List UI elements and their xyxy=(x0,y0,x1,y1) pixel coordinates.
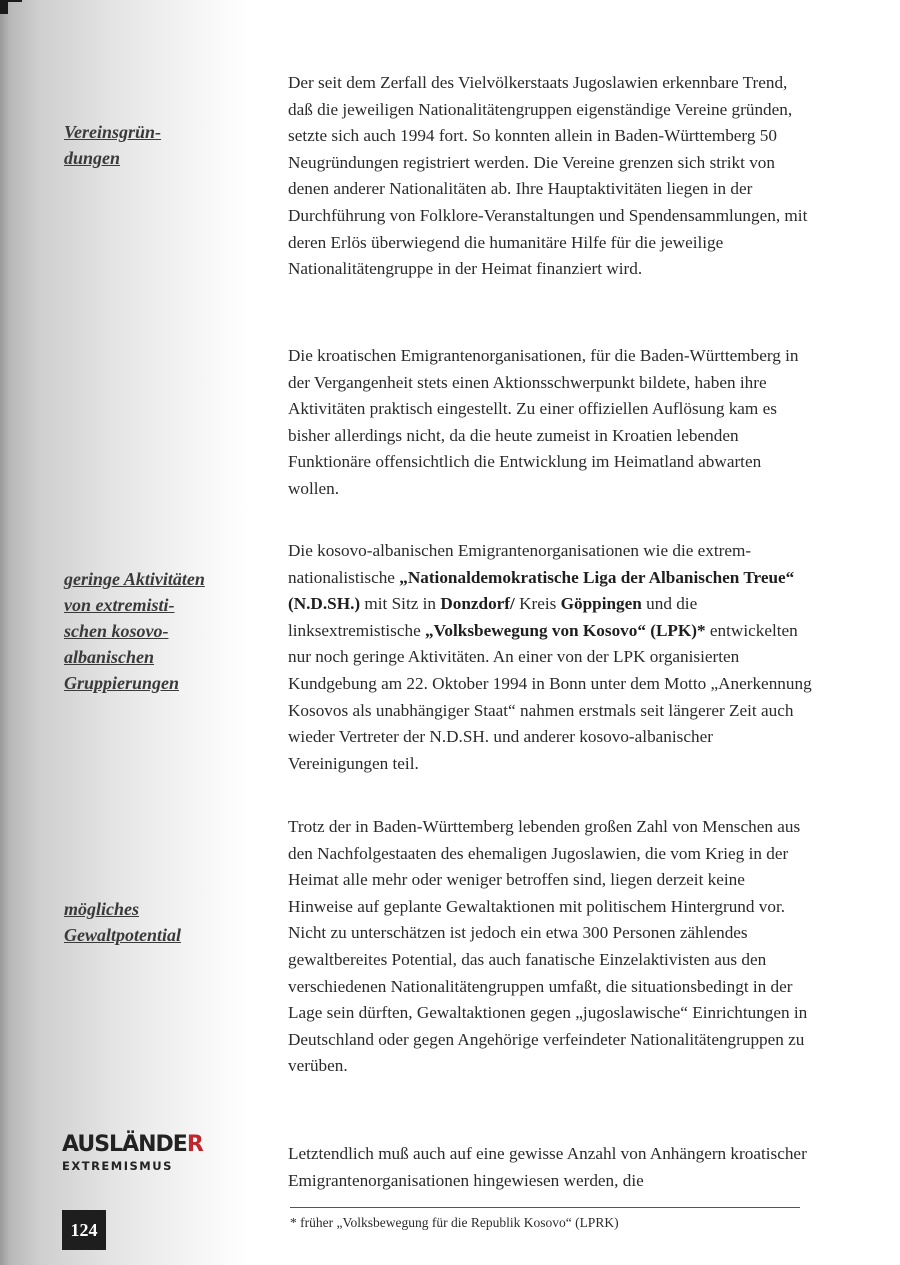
crop-mark-line xyxy=(0,0,22,2)
margin-note-geringe-aktivitaeten xyxy=(64,566,205,696)
logo-word-main: AUSLÄNDE xyxy=(62,1132,187,1157)
organization-name-lpk: „Volksbewegung von Kosovo“ (LPK)* xyxy=(425,620,706,640)
page-number: 124 xyxy=(62,1210,106,1250)
margin-note-line: schen kosovo- xyxy=(64,621,169,641)
logo-word xyxy=(62,1132,203,1157)
footnote: * früher „Volksbewegung für die Republik Kosovo“ (LPRK) xyxy=(290,1215,619,1230)
footnote-divider xyxy=(290,1207,800,1208)
paragraph-letztendlich: Letztendlich muß auch auf eine gewisse Anzahl von Anhängern kroatischer Emigrantenorganisationen hingewiesen werden, die xyxy=(288,1144,807,1190)
margin-note-line: mögliches xyxy=(64,899,139,919)
auslaenderextremismus-logo xyxy=(62,1132,203,1173)
text-run: entwickelten nur noch geringe Aktivitäten. An einer von der LPK organisierten Kundgebung am 22. Oktober 1994 in Bonn unter dem Motto „Anerkennung Kosovos als unabhängiger Staat“ nahmen erstmals seit längerer Zeit auch wieder Vertreter der N.D.SH. und anderer kosovo-albanischer Vereinigungen teil. xyxy=(288,620,812,773)
margin-note-gewaltpotential xyxy=(64,896,181,948)
margin-note-line: dungen xyxy=(64,148,121,168)
paragraph-gewaltpotential: Trotz der in Baden-Württemberg lebenden großen Zahl von Menschen aus den Nachfolgestaaten des ehemaligen Jugoslawien, die vom Krieg in der Heimat alle mehr oder weniger betroffen sind, liegen derzeit keine Hinweise auf geplante Gewaltaktionen mit politischem Hintergrund vor. Nicht zu unterschätzen ist jedoch ein etwa 300 Personen zählendes gewaltbereites Potential, das auch fanatische Einzelaktivisten aus den verschiedenen Nationalitätengruppen umfaßt, die situationsbedingt in der Lage sein dürften, Gewaltaktionen gegen „jugoslawische“ Einrichtungen in Deutschland oder gegen Angehörige verfeindeter Nationalitätengruppen zu verüben. xyxy=(288,817,808,1076)
text-run: mit Sitz in xyxy=(360,594,441,614)
paragraph-vereinsgruendungen: Der seit dem Zerfall des Vielvölkerstaats Jugoslawien erkennbare Trend, daß die jeweiligen Nationalitätengruppen eigenständige Vereine gründen, setzte sich auch 1994 fort. So konnten allein in Baden-Württemberg 50 Neugründungen registriert werden. Die Vereine grenzen sich strikt von denen anderer Nationalitäten ab. Ihre Hauptaktivitäten liegen in der Durchführung von Folklore-Veranstaltungen und Spendensammlungen, mit deren Erlös überwiegend die humanitäre Hilfe für die jeweilige Nationalitätengruppe in der Heimat finanziert wird. xyxy=(288,73,808,279)
text-run: Die kosovo-albanischen Emigrantenorganisationen wie die extrem-nationalistische xyxy=(288,541,752,587)
margin-note-line: Vereinsgrün- xyxy=(64,122,162,142)
location-goeppingen: Göppingen xyxy=(560,594,642,614)
margin-note-line: geringe Aktivitäten xyxy=(64,569,205,589)
text-run: Kreis xyxy=(514,594,561,614)
location-donzdorf: Donzdorf/ xyxy=(440,594,515,614)
margin-note-line: albanischen xyxy=(64,647,155,667)
paragraph-kroatische-organisationen: Die kroatischen Emigrantenorganisationen, für die Baden-Württemberg in der Vergangenheit stets einen Aktionsschwerpunkt bildete, haben ihre Aktivitäten praktisch eingestellt. Zu einer offiziellen Auflösung kam es bisher allerdings nicht, da die heute zumeist in Kroatien lebenden Funktionäre offensichtlich die Entwicklung im Heimatland abwarten wollen. xyxy=(288,346,799,498)
logo-word-accent: R xyxy=(186,1132,203,1157)
logo-subtitle: EXTREMISMUS xyxy=(62,1159,173,1173)
crop-mark xyxy=(0,0,8,14)
margin-note-vereinsgruendungen xyxy=(64,119,161,171)
margin-note-line: Gruppierungen xyxy=(64,673,180,693)
margin-note-line: von extremisti- xyxy=(64,595,175,615)
text-run: und die linksextremistische xyxy=(288,594,698,640)
organization-name-ndsh: „Nationaldemokratische Liga der Albanischen Treue“ (N.D.SH.) xyxy=(288,567,795,614)
paragraph-kosovo-albanische-organisationen xyxy=(288,538,813,777)
margin-note-line: Gewaltpotential xyxy=(64,925,181,945)
